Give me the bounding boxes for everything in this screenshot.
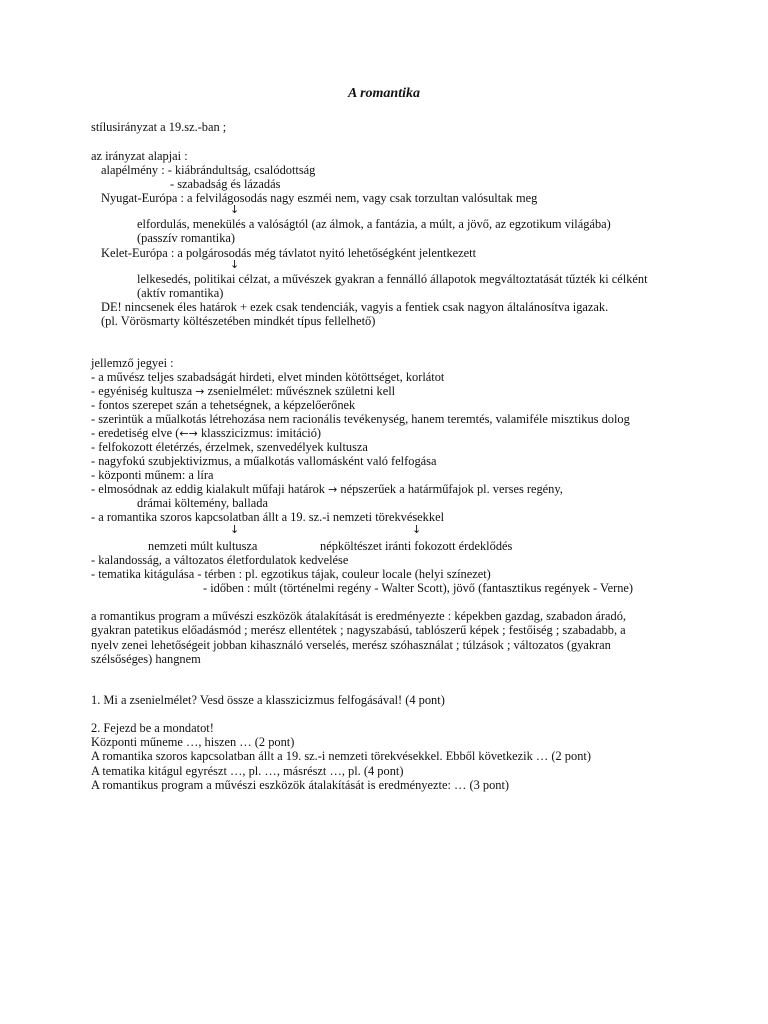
kelet-result: lelkesedés, politikai célzat, a művészek gyakran a fennálló állapotok megváltoztatását tűzték ki célként xyxy=(137,272,648,286)
traits-heading: jellemző jegyei : xyxy=(91,356,174,370)
trait-item: - a romantika szoros kapcsolatban állt a 19. sz.-i nemzeti törekvésekkel xyxy=(91,510,445,524)
question-2-part: A tematika kitágul egyrészt …, pl. …, másrészt …, pl. (4 pont) xyxy=(91,764,404,778)
question-2: 2. Fejezd be a mondatot! xyxy=(91,721,214,735)
trait-item: - felfokozott életérzés, érzelmek, szenvedélyek kultusza xyxy=(91,440,368,454)
question-2-part: A romantika szoros kapcsolatban állt a 19. sz.-i nemzeti törekvésekkel. Ebből következik … (2 pont) xyxy=(91,749,591,763)
de-note: DE! nincsenek éles határok + ezek csak tendenciák, vagyis a fentiek csak nagyon általánosítva igazak. xyxy=(101,300,609,314)
trait-item: - fontos szerepet szán a tehetségnek, a képzelőerőnek xyxy=(91,398,356,412)
intro-text: stílusirányzat a 19.sz.-ban ; xyxy=(91,120,227,134)
trait-text: klasszicizmus: imitáció) xyxy=(197,426,322,440)
trait-item: - kalandosság, a változatos életfordulatok kedvelése xyxy=(91,553,349,567)
program-text: a romantikus program a művészi eszközök átalakítását is eredményezte : képekben gazdag, szabadon áradó, xyxy=(91,609,626,623)
nyugat-result: elfordulás, menekülés a valóságtól (az álmok, a fantázia, a múlt, a jövő, az egzotikum világába) xyxy=(137,217,611,231)
trait-text: - elmosódnak az eddig kialakult műfaji határok xyxy=(91,482,329,496)
alapelmeny-line: alapélmény : - kiábrándultság, csalódottság xyxy=(101,163,316,177)
program-text: nyelv zenei lehetőségeit jobban kihasználó verselés, merész szóhasználat ; túlzások ; változatos (gyakran xyxy=(91,638,611,652)
down-arrow-icon: ↓ xyxy=(230,258,240,271)
trait-item-continuation: - időben : múlt (történelmi regény - Walter Scott), jövő (fantasztikus regények - Verne) xyxy=(203,581,634,595)
down-arrow-icon: ↓ xyxy=(230,523,240,536)
trait-item: - tematika kitágulása - térben : pl. egzotikus tájak, couleur locale (helyi színezet) xyxy=(91,567,491,581)
question-1: 1. Mi a zsenielmélet? Vesd össze a klasszicizmus felfogásával! (4 pont) xyxy=(91,693,445,707)
trait-text: zsenielmélet: művésznek születni kell xyxy=(204,384,396,398)
trait-item: - szerintük a műalkotás létrehozása nem racionális tevékenység, hanem teremtés, valamiféle misztikus dolog xyxy=(91,412,630,426)
nyugat-type: (passzív romantika) xyxy=(137,231,236,245)
program-text: gyakran patetikus előadásmód ; merész ellentétek ; nagyszabású, tablószerű képek ; festőiség ; szabadabb, a xyxy=(91,623,626,637)
basics-heading: az irányzat alapjai : xyxy=(91,149,188,163)
kelet-type: (aktív romantika) xyxy=(137,286,224,300)
question-2-part: A romantikus program a művészi eszközök átalakítását is eredményezte: … (3 pont) xyxy=(91,778,510,792)
trait-text: - egyéniség kultusza xyxy=(91,384,196,398)
page-title: A romantika xyxy=(348,86,420,101)
trait-item: - központi műnem: a líra xyxy=(91,468,214,482)
trait-item: - nagyfokú szubjektivizmus, a műalkotás vallomásként való felfogása xyxy=(91,454,437,468)
down-arrow-icon: ↓ xyxy=(412,523,422,536)
trait-item xyxy=(91,482,563,497)
trait-item-continuation: drámai költemény, ballada xyxy=(137,496,268,510)
right-arrow-icon: → xyxy=(328,483,338,496)
left-right-arrow-icon: ←→ xyxy=(179,427,198,440)
nemzeti-mult-label: nemzeti múlt kultusza xyxy=(148,539,258,553)
program-text: szélsőséges) hangnem xyxy=(91,652,201,666)
nepkolteszet-label: népköltészet iránti fokozott érdeklődés xyxy=(320,539,513,553)
alapelmeny-line-2: - szabadság és lázadás xyxy=(170,177,281,191)
pl-note: (pl. Vörösmarty költészetében mindkét típus fellelhető) xyxy=(101,314,376,328)
nyugat-line: Nyugat-Európa : a felvilágosodás nagy eszméi nem, vagy csak torzultan valósultak meg xyxy=(101,191,538,205)
trait-item xyxy=(91,384,395,399)
kelet-line: Kelet-Európa : a polgárosodás még távlatot nyitó lehetőségként jelentkezett xyxy=(101,246,477,260)
down-arrow-icon: ↓ xyxy=(230,203,240,216)
trait-item: - a művész teljes szabadságát hirdeti, elvet minden kötöttséget, korlátot xyxy=(91,370,445,384)
trait-text: népszerűek a határműfajok pl. verses regény, xyxy=(337,482,563,496)
question-2-part: Központi műneme …, hiszen … (2 pont) xyxy=(91,735,295,749)
trait-item xyxy=(91,426,321,441)
right-arrow-icon: → xyxy=(195,385,205,398)
trait-text: - eredetiség elve ( xyxy=(91,426,180,440)
